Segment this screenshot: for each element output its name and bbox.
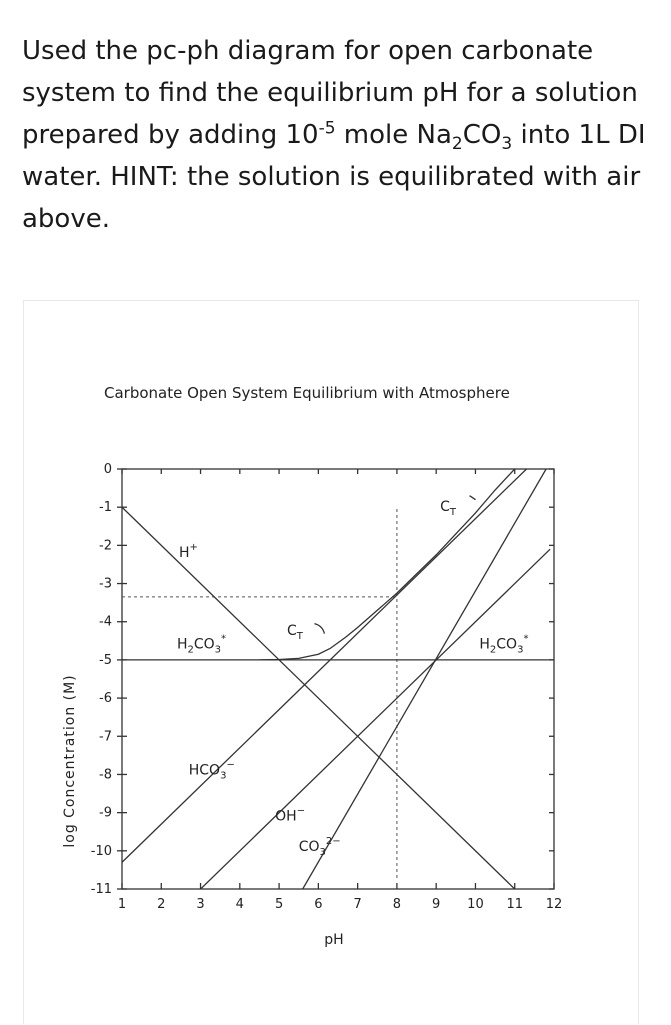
ct-arrow-low — [314, 624, 324, 634]
y-tick-label: -5 — [99, 652, 112, 668]
y-tick-label: -8 — [99, 767, 112, 783]
series-annotation: $C_T$ — [286, 623, 303, 643]
series-annotation: $C_T$ — [440, 499, 456, 518]
x-tick-label: 1 — [117, 897, 127, 912]
series-annotation: $CO_3^{2-}$ — [298, 835, 341, 858]
series-annotation: $HCO_3^-$ — [188, 759, 235, 782]
y-axis-label: log Concentration (M) — [62, 674, 78, 848]
y-tick-label: -2 — [99, 538, 112, 554]
x-tick-label: 9 — [432, 897, 441, 912]
question-subscript-1: 2 — [451, 134, 463, 155]
series-annotation: $H_2CO_3^*$ — [176, 633, 227, 656]
x-tick-label: 7 — [353, 897, 362, 912]
question-text — [22, 30, 647, 240]
y-tick-label: -6 — [99, 691, 112, 707]
plot-area — [91, 462, 563, 965]
chart-figure — [23, 300, 639, 1024]
x-tick-label: 8 — [392, 897, 402, 912]
question-part2: mole Na — [335, 120, 452, 150]
x-tick-label: 2 — [157, 897, 166, 912]
question-part1: Used the pc-ph diagram for open carbonate system to find the equilibrium pH for a solution prepared by adding 10 — [22, 36, 638, 150]
ct-arrow-high — [470, 496, 476, 500]
x-tick-label: 6 — [314, 897, 323, 912]
question-part3: CO — [462, 120, 502, 150]
x-tick-label: 4 — [235, 897, 244, 912]
series-annotation: $H_2CO_3^*$ — [479, 633, 529, 656]
question-part4: into 1L DI water. HINT: the solution is equilibrated with air above. — [22, 120, 646, 234]
plot-frame — [122, 469, 554, 889]
x-tick-label: 5 — [274, 897, 284, 912]
pc-ph-chart — [24, 301, 640, 1025]
y-tick-label: -11 — [90, 882, 112, 897]
y-tick-label: -7 — [99, 729, 112, 745]
x-tick-label: 3 — [196, 897, 205, 912]
y-tick-label: -9 — [99, 805, 112, 821]
x-tick-label: 10 — [467, 897, 484, 912]
question-exponent: -5 — [318, 118, 336, 139]
x-tick-label: 12 — [545, 897, 563, 912]
series-line-co3-2 — [303, 469, 546, 889]
series-line-hco3 — [122, 469, 527, 862]
series-line-oh — [122, 549, 550, 965]
x-tick-label: 11 — [506, 897, 524, 912]
y-tick-label: -10 — [90, 843, 112, 859]
series-annotation: H+ — [178, 541, 198, 561]
series-annotation: OH− — [275, 805, 306, 825]
y-tick-label: 0 — [103, 462, 112, 477]
y-tick-label: -1 — [99, 500, 112, 516]
question-subscript-2: 3 — [501, 134, 513, 155]
y-tick-label: -4 — [99, 614, 112, 630]
x-axis-label: pH — [324, 932, 344, 948]
y-tick-label: -3 — [99, 576, 112, 592]
series-line-h — [122, 507, 550, 923]
chart-title: Carbonate Open System Equilibrium with Atmosphere — [104, 384, 510, 402]
